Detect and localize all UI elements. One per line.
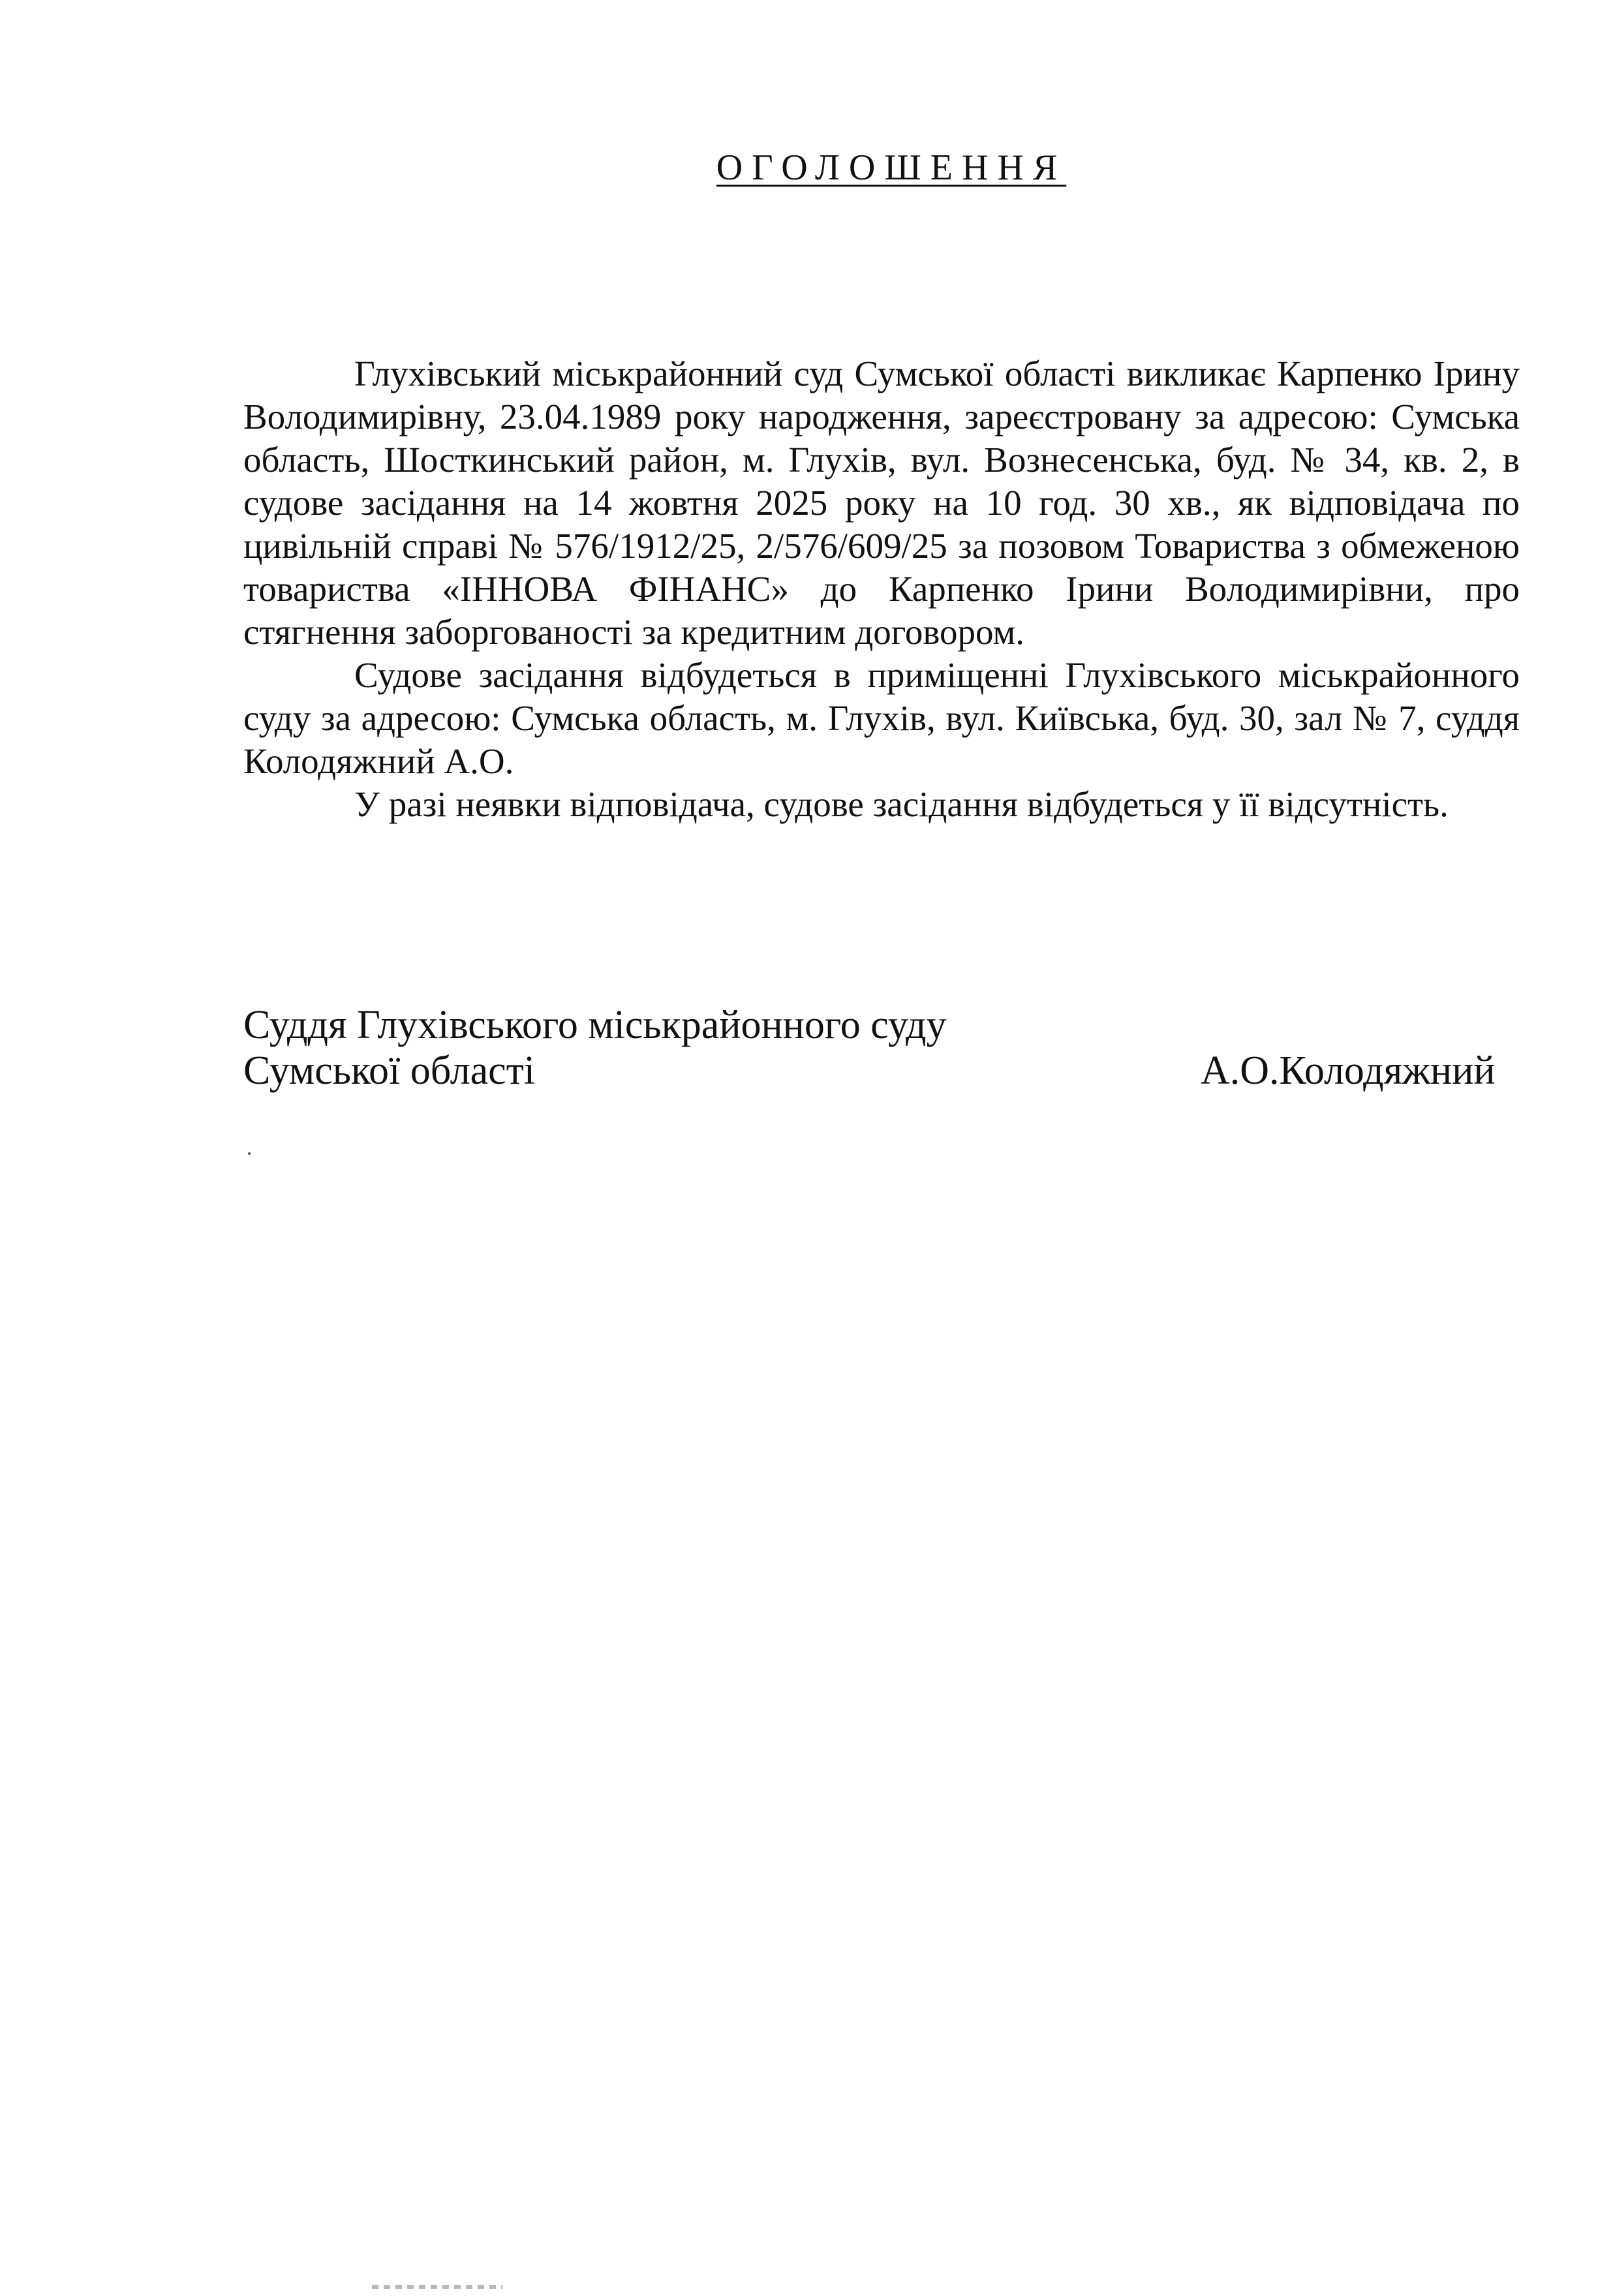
signature-position-line-1: Суддя Глухівського міськрайонного суду bbox=[243, 1003, 947, 1047]
paragraph-summons: Глухівський міськрайонний суд Сумської області викликає Карпенко Ірину Володимирівну, 23.04.1989 року народження, зареєстровану за адресою: Сумська область, Шосткинський район, м. Глухів, вул. Вознесенська, буд. № 34, кв. 2, в судове засідання на 14 жовтня 2025 року на 10 год. 30 хв., як відповідача по цивільній справі № 576/1912/25, 2/576/609/25 за позовом Товариства з обмеженою товариства «ІННОВА ФІНАНС» до Карпенко Ірини Володимирівни, про стягнення заборгованості за кредитним договором. bbox=[243, 354, 1520, 652]
signature-name: А.О.Колодяжний bbox=[1201, 1049, 1496, 1093]
paragraph-absence: У разі неявки відповідача, судове засідання відбудеться у її відсутність. bbox=[354, 784, 1449, 824]
scan-speck bbox=[248, 1152, 251, 1155]
document-body bbox=[243, 352, 1520, 826]
scan-artifact bbox=[372, 2285, 502, 2289]
document-title: ОГОЛОШЕННЯ bbox=[716, 147, 1067, 188]
signature-position-line-2: Сумської області bbox=[243, 1049, 536, 1093]
paragraph-venue: Судове засідання відбудеться в приміщенні Глухівського міськрайонного суду за адресою: Сумська область, м. Глухів, вул. Київська, буд. 30, зал № 7, суддя Колодяжний А.О. bbox=[243, 655, 1520, 781]
signature-position bbox=[243, 1002, 1092, 1094]
